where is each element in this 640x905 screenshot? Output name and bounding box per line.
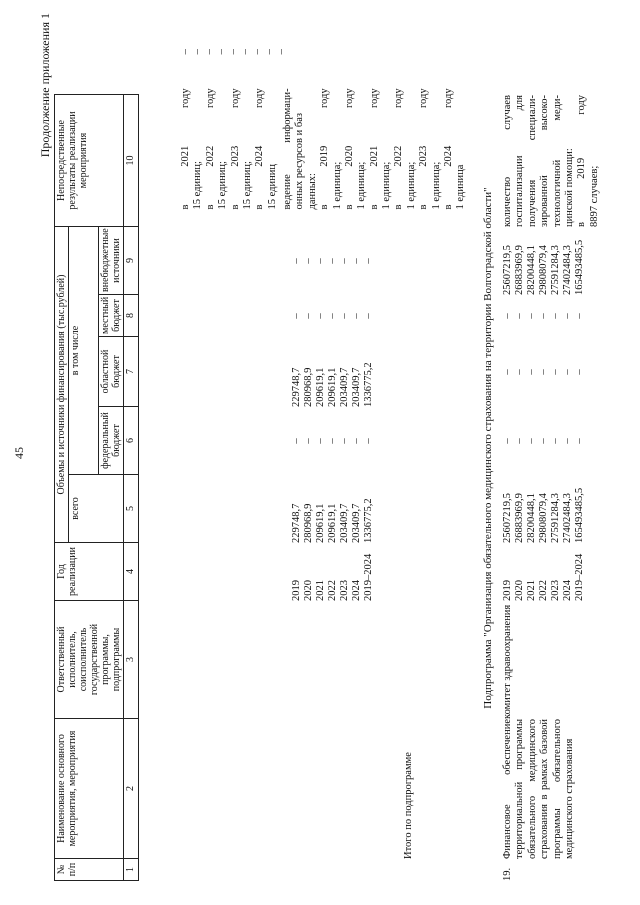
result-line bbox=[576, 95, 588, 227]
dash-cell: – bbox=[240, 49, 251, 55]
result-line bbox=[242, 88, 254, 209]
value-cell: – bbox=[502, 438, 513, 444]
block1-results bbox=[180, 88, 288, 209]
result-part: случаев bbox=[502, 95, 513, 130]
result-part: году bbox=[254, 88, 266, 108]
value-cell: 28200448,1 bbox=[526, 493, 537, 543]
result-part: году bbox=[393, 88, 405, 108]
total-block bbox=[291, 15, 415, 881]
value-cell: 165493485,5 bbox=[574, 487, 585, 543]
result-part: году bbox=[418, 88, 430, 108]
dash-cell: – bbox=[264, 49, 275, 55]
value-cell: – bbox=[315, 438, 326, 444]
value-cell: 229748,7 bbox=[291, 503, 302, 543]
total-years bbox=[291, 543, 415, 601]
table-header bbox=[54, 15, 139, 882]
result-part: 1 единица; bbox=[405, 161, 417, 210]
result-part: 8897 случаев; bbox=[588, 165, 600, 227]
value-cell: – bbox=[502, 313, 513, 319]
result-part: ведение bbox=[282, 174, 293, 210]
value-cell: 26883969,9 bbox=[514, 245, 525, 295]
value-cell: – bbox=[315, 313, 326, 319]
value-cell: – bbox=[562, 438, 573, 444]
value-cell: 203409,7 bbox=[351, 503, 362, 543]
colnum-4: 4 bbox=[124, 543, 139, 601]
value-cell: – bbox=[303, 438, 314, 444]
colnum-7: 7 bbox=[124, 337, 139, 407]
value-cell: – bbox=[538, 313, 549, 319]
header-regional: областной бюджет bbox=[99, 337, 124, 407]
result-part: 1 единица; bbox=[331, 161, 343, 210]
year-cell: 2019 bbox=[291, 580, 302, 601]
result-part: в bbox=[180, 204, 191, 210]
value-cell: 25607219,5 bbox=[502, 245, 513, 295]
colnum-9: 9 bbox=[124, 227, 139, 295]
result-part: 2021 bbox=[368, 145, 380, 167]
result-line bbox=[443, 88, 455, 209]
value-cell: – bbox=[574, 313, 585, 319]
value-cell: – bbox=[562, 313, 573, 319]
value-cell: – bbox=[550, 438, 561, 444]
result-line bbox=[589, 95, 601, 227]
result-line bbox=[502, 95, 514, 227]
result-part: в bbox=[418, 204, 430, 210]
value-cell: – bbox=[327, 438, 338, 444]
result-line bbox=[564, 95, 576, 227]
subprogram-title: Подпрограмма "Организация обязательного медицинского страхования на территории Волгоградской области" bbox=[482, 187, 494, 709]
value-cell: – bbox=[538, 438, 549, 444]
value-cell: – bbox=[303, 313, 314, 319]
result-part: 2022 bbox=[204, 145, 216, 167]
result-part: 2023 bbox=[229, 145, 241, 167]
total-values bbox=[291, 475, 415, 543]
year-cell: 2019 bbox=[502, 580, 513, 601]
value-cell: 27402484,3 bbox=[562, 493, 573, 543]
value-cell: 203409,7 bbox=[339, 367, 350, 407]
value-cell: 280968,9 bbox=[303, 367, 314, 407]
colnum-3: 3 bbox=[124, 601, 139, 719]
result-part: специали- bbox=[526, 95, 538, 141]
value-cell: – bbox=[574, 438, 585, 444]
result-part: в bbox=[254, 204, 266, 210]
result-line bbox=[254, 88, 266, 209]
value-cell: 280968,9 bbox=[303, 503, 314, 543]
year-cell: 2020 bbox=[303, 580, 314, 601]
row19-results bbox=[502, 95, 601, 227]
header-local: местный бюджет bbox=[99, 295, 124, 337]
year-cell: 2019–2024 bbox=[574, 553, 585, 601]
result-part: году bbox=[204, 88, 216, 108]
colnum-6: 6 bbox=[124, 407, 139, 475]
year-cell: 2024 bbox=[562, 580, 573, 601]
value-cell: – bbox=[363, 438, 374, 444]
result-part: получения bbox=[526, 179, 538, 227]
value-cell: – bbox=[550, 313, 561, 319]
year-cell: 2024 bbox=[351, 580, 362, 601]
year-cell: 2023 bbox=[339, 580, 350, 601]
colnum-8: 8 bbox=[124, 295, 139, 337]
result-part: технологичной bbox=[551, 159, 563, 227]
dash-cell: – bbox=[216, 49, 227, 55]
result-part: 15 единиц; bbox=[192, 161, 204, 210]
result-part: году bbox=[442, 88, 454, 108]
value-cell: 29808079,4 bbox=[538, 493, 549, 543]
header-extrabudget: внебюджетные источники bbox=[99, 227, 124, 295]
value-cell: – bbox=[550, 369, 561, 375]
result-part: онных ресурсов и баз bbox=[294, 112, 306, 210]
row19-local bbox=[502, 295, 601, 337]
row19-num: 19. bbox=[502, 867, 513, 881]
header-volumes: Объемы и источники финансирования (тыс.рублей) bbox=[55, 227, 69, 543]
header-name: Наименование основного мероприятия, мероприятия bbox=[55, 719, 124, 859]
value-cell: – bbox=[574, 369, 585, 375]
colnum-5: 5 bbox=[124, 475, 139, 543]
row19-responsible: комитет здравоохранения bbox=[502, 604, 513, 719]
year-cell: 2022 bbox=[538, 580, 549, 601]
appendix-continuation: Продолжение приложения 1 bbox=[38, 13, 52, 158]
result-part: 2023 bbox=[418, 145, 430, 167]
value-cell: 1336775,2 bbox=[363, 362, 374, 407]
value-cell: 203409,7 bbox=[339, 503, 350, 543]
value-cell: 229748,7 bbox=[291, 367, 302, 407]
result-part: 2019 bbox=[576, 157, 588, 179]
result-line bbox=[418, 88, 430, 209]
value-cell: 26883969,9 bbox=[514, 493, 525, 543]
dash-cell: – bbox=[228, 49, 239, 55]
total-extra bbox=[291, 227, 415, 295]
value-cell: 27402484,3 bbox=[562, 245, 573, 295]
result-part: в bbox=[229, 204, 241, 210]
result-line bbox=[431, 88, 443, 209]
value-cell: 209619,1 bbox=[315, 367, 326, 407]
result-part: информаци- bbox=[282, 88, 293, 143]
result-part: в bbox=[576, 222, 588, 227]
result-part: в bbox=[368, 204, 380, 210]
header-including: в том числе bbox=[69, 227, 99, 475]
result-part: в bbox=[442, 204, 454, 210]
total-local bbox=[291, 295, 415, 337]
result-part: 1 единица; bbox=[430, 161, 442, 210]
value-cell: 209619,1 bbox=[327, 367, 338, 407]
result-part: 1 единица; bbox=[381, 161, 392, 210]
value-cell: – bbox=[327, 258, 338, 264]
value-cell: – bbox=[291, 438, 302, 444]
result-part: 2022 bbox=[393, 145, 405, 167]
result-part: для bbox=[514, 95, 526, 111]
value-cell: – bbox=[291, 258, 302, 264]
result-line bbox=[552, 95, 564, 227]
value-cell: – bbox=[339, 438, 350, 444]
row19-federal bbox=[502, 407, 601, 475]
result-part: 1 единица bbox=[455, 164, 467, 210]
result-part: 15 единиц; bbox=[241, 161, 253, 210]
result-part: 15 единиц; bbox=[217, 161, 229, 210]
subprogram-title-row bbox=[482, 15, 495, 881]
value-cell: – bbox=[303, 258, 314, 264]
result-part: количество bbox=[502, 176, 513, 227]
year-cell: 2019–2024 bbox=[363, 553, 374, 601]
value-cell: – bbox=[339, 313, 350, 319]
result-line bbox=[455, 88, 467, 209]
value-cell: – bbox=[538, 369, 549, 375]
value-cell: – bbox=[562, 369, 573, 375]
header-federal: федеральный бюджет bbox=[99, 407, 124, 475]
result-part: меди- bbox=[551, 95, 563, 121]
value-cell: 28200448,1 bbox=[526, 245, 537, 295]
result-line bbox=[180, 88, 192, 209]
header-year: Год реализации bbox=[55, 543, 124, 601]
colnum-1: 1 bbox=[124, 859, 139, 881]
row19-extra bbox=[502, 227, 601, 295]
colnum-10: 10 bbox=[124, 95, 139, 227]
result-part: году bbox=[576, 95, 588, 115]
row19-name: Финансовое обеспечение территориальной программы обязательного медицинского страхования в рамках базовой программы обязательного медицинского страхования bbox=[502, 719, 575, 859]
result-part: в bbox=[319, 204, 331, 210]
result-part: данных: bbox=[306, 173, 318, 210]
dash-cell: – bbox=[276, 49, 287, 55]
block1-dashes bbox=[180, 15, 288, 88]
value-cell: 29808079,4 bbox=[538, 245, 549, 295]
result-part: зированной bbox=[539, 175, 551, 227]
header-blank bbox=[55, 15, 124, 95]
dash-cell: – bbox=[252, 49, 263, 55]
value-cell: – bbox=[514, 313, 525, 319]
result-line bbox=[217, 88, 229, 209]
result-part: 2024 bbox=[254, 145, 266, 167]
value-cell: 27591284,3 bbox=[550, 245, 561, 295]
header-num: № п/п bbox=[55, 859, 124, 881]
total-federal bbox=[291, 407, 415, 475]
row-19 bbox=[502, 15, 601, 881]
dash-cell: – bbox=[204, 49, 215, 55]
value-cell: – bbox=[526, 313, 537, 319]
value-cell: 1336775,2 bbox=[363, 498, 374, 543]
header-result: Непосредственные результаты реализации мероприятия bbox=[55, 95, 124, 227]
value-cell: – bbox=[291, 313, 302, 319]
row19-years bbox=[502, 543, 601, 601]
value-cell: 165493485,5 bbox=[574, 239, 585, 295]
value-cell: – bbox=[502, 369, 513, 375]
total-regional bbox=[291, 337, 415, 407]
value-cell: – bbox=[327, 313, 338, 319]
value-cell: – bbox=[339, 258, 350, 264]
value-cell: 25607219,5 bbox=[502, 493, 513, 543]
value-cell: – bbox=[514, 369, 525, 375]
value-cell: – bbox=[315, 258, 326, 264]
result-part: 2024 bbox=[442, 145, 454, 167]
result-part: году bbox=[319, 88, 331, 108]
rotated-document-page bbox=[10, 13, 630, 893]
value-cell: – bbox=[514, 438, 525, 444]
dash-cell: – bbox=[180, 49, 191, 55]
year-cell: 2022 bbox=[327, 580, 338, 601]
value-cell: 27591284,3 bbox=[550, 493, 561, 543]
value-cell: 209619,1 bbox=[327, 503, 338, 543]
total-label: Итого по подпрограмме bbox=[403, 752, 414, 859]
result-part: году bbox=[368, 88, 380, 108]
year-cell: 2023 bbox=[550, 580, 561, 601]
value-cell: – bbox=[351, 313, 362, 319]
result-part: в bbox=[393, 204, 405, 210]
header-total: всего bbox=[69, 475, 124, 543]
value-cell: 209619,1 bbox=[315, 503, 326, 543]
value-cell: – bbox=[351, 258, 362, 264]
year-cell: 2021 bbox=[526, 580, 537, 601]
result-part: 15 единиц bbox=[266, 164, 278, 210]
result-part: 1 единица; bbox=[356, 161, 368, 210]
result-part: году bbox=[343, 88, 355, 108]
result-line bbox=[230, 88, 242, 209]
value-cell: – bbox=[363, 258, 374, 264]
value-cell: – bbox=[363, 313, 374, 319]
result-line bbox=[514, 95, 526, 227]
result-part: в bbox=[343, 204, 355, 210]
colnum-2: 2 bbox=[124, 719, 139, 859]
result-line bbox=[205, 88, 217, 209]
dash-cell: – bbox=[192, 49, 203, 55]
result-line bbox=[192, 88, 204, 209]
value-cell: – bbox=[351, 438, 362, 444]
result-part: 2019 bbox=[319, 145, 331, 167]
result-line bbox=[267, 88, 279, 209]
block-results-continued bbox=[180, 15, 288, 881]
result-part: году bbox=[180, 88, 191, 108]
result-part: 2020 bbox=[343, 145, 355, 167]
row19-regional bbox=[502, 337, 601, 407]
result-part: цинской помощи: bbox=[563, 148, 575, 227]
value-cell: – bbox=[526, 369, 537, 375]
value-cell: 203409,7 bbox=[351, 367, 362, 407]
row19-values bbox=[502, 475, 601, 543]
result-part: госпитализации bbox=[514, 155, 526, 227]
result-part: 2021 bbox=[180, 145, 191, 167]
page-number: 45 bbox=[12, 447, 26, 459]
result-line bbox=[539, 95, 551, 227]
year-cell: 2021 bbox=[315, 580, 326, 601]
header-responsible: Ответственный исполнитель, соисполнитель государственной программы, подпрограммы bbox=[55, 601, 124, 719]
result-part: в bbox=[204, 204, 216, 210]
result-part: высоко- bbox=[539, 95, 551, 131]
result-line bbox=[527, 95, 539, 227]
year-cell: 2020 bbox=[514, 580, 525, 601]
result-part: году bbox=[229, 88, 241, 108]
value-cell: – bbox=[526, 438, 537, 444]
